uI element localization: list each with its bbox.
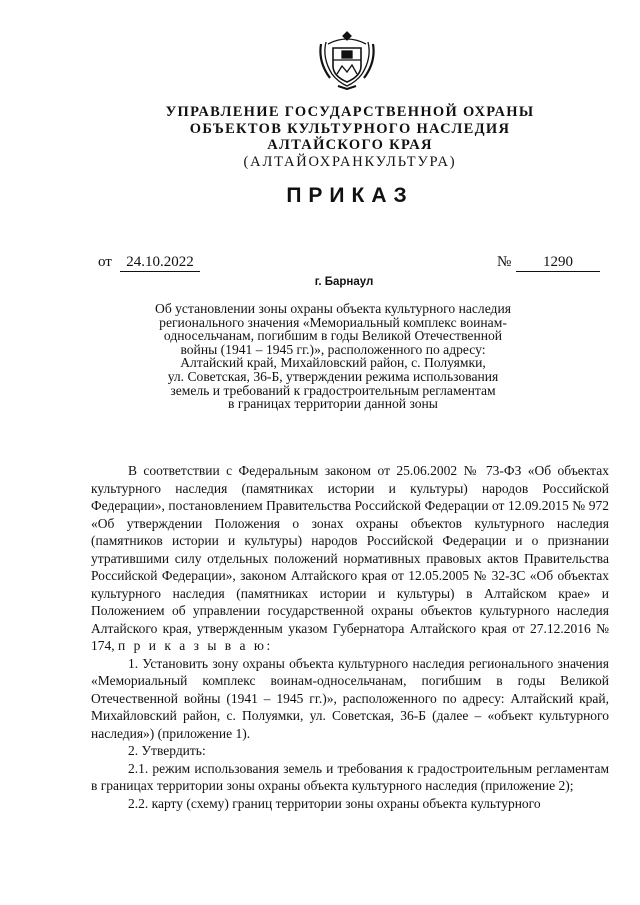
subject-line: войны (1941 – 1945 гг.)», расположенного по адресу:	[180, 341, 486, 357]
organization-name	[150, 104, 550, 170]
subject-line: в границах территории данной зоны	[228, 396, 438, 412]
document-title: ПРИКАЗ	[286, 184, 414, 207]
document-body	[91, 462, 609, 812]
item-2-2: 2.2. карту (схему) границ территории зоны охраны объекта культурного	[128, 795, 541, 811]
preamble-text: В соответствии с Федеральным законом от 25.06.2002 № 73-ФЗ «Об объектах культурного наследия (памятниках истории и культуры) народов Российской Федерации», постановлением Правительства Российской Федерации от 12.09.2015 № 972 «Об утверждении Положения о зонах охраны объектов культурного наследия (памятников истории и культуры) народов Российской Федерации и о признании утратившими силу отдельных положений нормативных правовых актов Правительства Российской Федерации», законом Алтайского края от 12.05.2005 № 32-ЗС «Об объектах культурного наследия (памятниках истории и культуры) в Алтайском крае» и Положением об управлении государственной охраны объектов культурного наследия Алтайского края, утвержденным указом Губернатора Алтайского края от 27.12.2016 № 174,	[91, 463, 609, 653]
subject-line: односельчанам, погибшим в годы Великой Отечественной	[163, 328, 503, 344]
date-label: от	[98, 254, 112, 270]
org-line: ОБЪЕКТОВ КУЛЬТУРНОГО НАСЛЕДИЯ	[189, 120, 511, 137]
document-subject	[118, 302, 548, 411]
item-1: 1. Установить зону охраны объекта культурного наследия регионального значения «Мемориальный комплекс воинам-односельчанам, погибшим в годы Великой Отечественной войны (1941 – 1945 гг.)», расположенного по адресу: Алтайский край, Михайловский район, с. Полуямки, ул. Советская, 36-Б (далее – «объект культурного наследия») (приложение 1).	[91, 655, 609, 741]
subject-line: земель и требований к градостроительным регламентам	[170, 382, 496, 398]
item-2: 2. Утвердить:	[128, 743, 206, 758]
subject-line: регионального значения «Мемориальный комплекс воинам-	[159, 314, 507, 330]
subject-line: Алтайский край, Михайловский район, с. Полуямки,	[180, 355, 486, 371]
number-label: №	[497, 254, 512, 270]
city-label: г. Барнаул	[314, 276, 374, 288]
preamble-paragraph	[91, 462, 609, 655]
item-2-1: 2.1. режим использования земель и требования к градостроительным регламентам в границах территории зоны охраны объекта культурного наследия (приложение 2);	[91, 760, 609, 793]
subject-line: ул. Советская, 36-Б, утверждении режима использования	[167, 368, 499, 384]
org-line: УПРАВЛЕНИЕ ГОСУДАРСТВЕННОЙ ОХРАНЫ	[165, 104, 535, 120]
order-word: п р и к а з ы в а ю:	[118, 638, 273, 653]
subject-line: Об установлении зоны охраны объекта культурного наследия	[155, 301, 511, 316]
org-line: АЛТАЙСКОГО КРАЯ	[267, 137, 433, 153]
document-date: 24.10.2022	[120, 254, 200, 272]
org-abbreviation: (АЛТАЙОХРАНКУЛЬТУРА)	[243, 153, 457, 170]
altai-krai-coat-of-arms-icon	[318, 30, 376, 90]
document-number: 1290	[516, 254, 600, 272]
